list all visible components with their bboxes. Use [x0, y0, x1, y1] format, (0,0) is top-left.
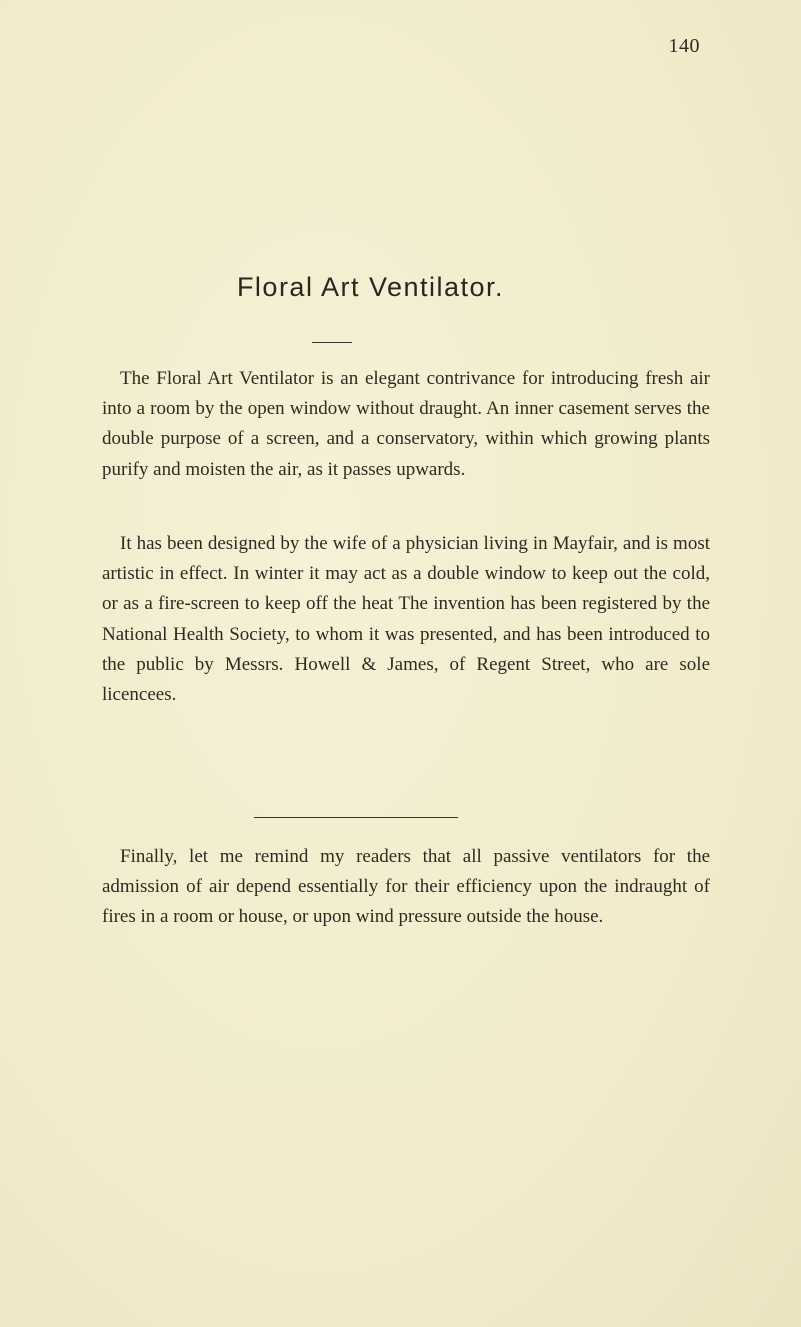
paragraph-intro: The Floral Art Ventilator is an elegant contrivance for introducing fresh air into a room by the open window without draught. An inner casement serves the double purpose of a screen, and a conservatory, within which growing plants purify and moisten the air, as it passes upwards. [102, 368, 710, 480]
paragraph-design: It has been designed by the wife of a physician living in Mayfair, and is most artistic in effect. In winter it may act as a double window to keep out the cold, or as a fire-screen to keep off the heat The invention has been registered by the National Health Society, to whom it was presented, and has been introduced to the public by Messrs. Howell & James, of Regent Street, who are sole licencees. [102, 533, 710, 706]
paragraph-finally: Finally, let me remind my readers that all passive ventilators for the admission of air depend essentially for their efficiency upon the indraught of fires in a room or house, or upon wind pressure outside the house. [102, 846, 710, 928]
page-title: Floral Art Ventilator. [236, 272, 505, 302]
page-number: 140 [668, 35, 700, 57]
section-divider [254, 817, 458, 818]
title-divider [312, 342, 352, 343]
